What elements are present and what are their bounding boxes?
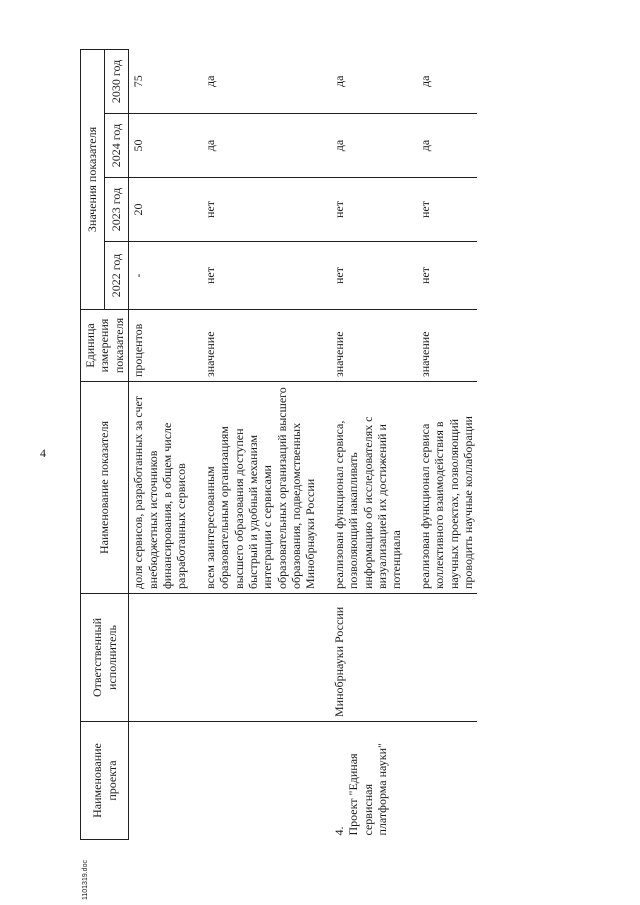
value-cell: нет bbox=[191, 242, 320, 310]
value-cell: нет bbox=[406, 178, 478, 242]
indicator-cell: реализован функционал сервиса, позволяющий накапливать информацию об исследователях с визуализацией их достижений и потенциала bbox=[320, 382, 406, 594]
value-cell: нет bbox=[191, 178, 320, 242]
project-cell bbox=[406, 722, 478, 840]
unit-cell: значение bbox=[320, 310, 406, 382]
table-row bbox=[320, 49, 406, 839]
value-cell: да bbox=[406, 49, 478, 113]
indicator-cell: реализован функционал сервиса коллективного взаимодействия в научных проектах, позволяющий проводить научные коллаборации bbox=[406, 382, 478, 594]
value-cell: да bbox=[320, 114, 406, 178]
value-cell: нет bbox=[406, 242, 478, 310]
header-year: 2030 год bbox=[105, 49, 129, 113]
value-cell: да bbox=[406, 114, 478, 178]
value-cell: нет bbox=[320, 242, 406, 310]
header-year: 2023 год bbox=[105, 178, 129, 242]
value-cell: 20 bbox=[129, 178, 191, 242]
unit-cell: значение bbox=[191, 310, 320, 382]
value-cell: - bbox=[129, 242, 191, 310]
executor-cell bbox=[191, 594, 320, 722]
value-cell: да bbox=[191, 114, 320, 178]
unit-cell: значение bbox=[406, 310, 478, 382]
unit-cell: процентов bbox=[129, 310, 191, 382]
header-unit: Единица измерения показателя bbox=[81, 310, 129, 382]
value-cell: 75 bbox=[129, 49, 191, 113]
header-values: Значения показателя bbox=[81, 49, 105, 309]
project-cell bbox=[129, 722, 191, 840]
indicator-cell: всем заинтересованным образовательным организациям высшего образования доступен быстрый и удобный механизм интеграции с сервисами образовательных организаций высшего образования, подведомственных Минобрнауки России bbox=[191, 382, 320, 594]
executor-cell bbox=[129, 594, 191, 722]
rotated-table-container bbox=[80, 50, 565, 840]
table-row bbox=[129, 49, 191, 839]
value-cell: да bbox=[191, 49, 320, 113]
value-cell: нет bbox=[320, 178, 406, 242]
project-cell bbox=[191, 722, 320, 840]
executor-cell: Минобрнауки России bbox=[320, 594, 406, 722]
page-number: 4 bbox=[40, 446, 46, 460]
header-year: 2024 год bbox=[105, 114, 129, 178]
indicator-cell: доля сервисов, разработанных за счет внебюджетных источников финансирования, в общем числе разработанных сервисов bbox=[129, 382, 191, 594]
header-executor: Ответственный исполнитель bbox=[81, 594, 129, 722]
project-cell: 4.Проект "Единая сервисная платформа науки" bbox=[331, 743, 390, 836]
header-project: Наименование проекта bbox=[81, 722, 129, 840]
table-row bbox=[406, 49, 478, 839]
header-year: 2022 год bbox=[105, 242, 129, 310]
table-row bbox=[191, 49, 320, 839]
header-indicator: Наименование показателя bbox=[81, 382, 129, 594]
value-cell: да bbox=[320, 49, 406, 113]
executor-cell bbox=[406, 594, 478, 722]
indicators-table bbox=[80, 49, 477, 840]
document-code: 1101319.doc bbox=[82, 860, 89, 900]
value-cell: 50 bbox=[129, 114, 191, 178]
